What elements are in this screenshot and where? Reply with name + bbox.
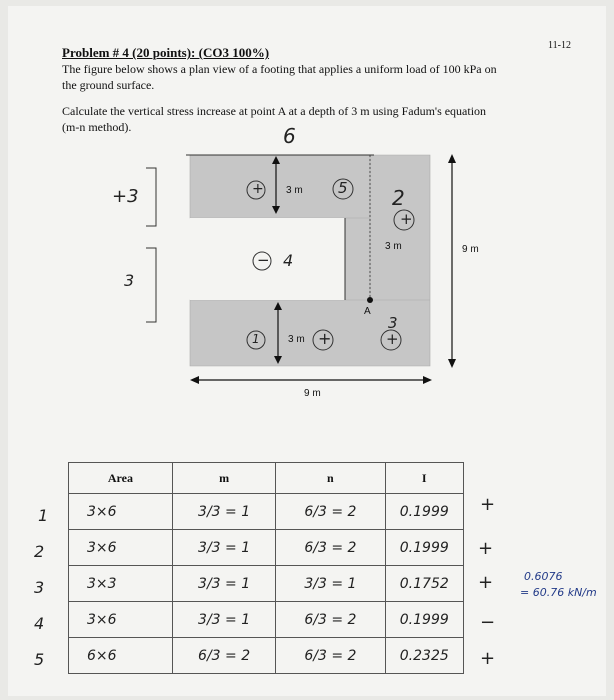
annotation-region-5: 5: [338, 179, 348, 197]
bottom-dimension-label: 3 m: [288, 334, 305, 345]
m-cell: 3/3 = 1: [172, 602, 275, 638]
row-index-4: 4: [34, 614, 45, 633]
area-cell: 3×6: [69, 602, 173, 638]
table-row: [69, 530, 464, 566]
annotation-plus-bottom-right: +: [386, 330, 399, 348]
header-n: n: [276, 463, 385, 494]
width-dimension-label: 9 m: [304, 388, 321, 399]
annotation-six: 6: [283, 124, 296, 148]
table-row: [69, 494, 464, 530]
header-m: m: [172, 463, 275, 494]
i-cell: 0.1999: [385, 530, 463, 566]
problem-line-3: Calculate the vertical stress increase at point A at a depth of 3 m using Fadum's equation: [62, 104, 487, 118]
annotation-region-3: 3: [388, 314, 398, 332]
i-cell: 0.2325: [385, 638, 463, 674]
m-cell: 3/3 = 1: [172, 494, 275, 530]
annotation-plus-three: +3: [112, 186, 139, 207]
row-sign-4: −: [480, 612, 496, 633]
row-sign-2: +: [478, 538, 494, 559]
area-cell: 3×6: [69, 530, 173, 566]
annotation-minus: −: [257, 251, 270, 269]
result-sum: 0.6076: [524, 570, 563, 583]
annotation-region-4: 4: [283, 251, 294, 270]
area-cell: 6×6: [69, 638, 173, 674]
problem-line-2: the ground surface.: [62, 78, 155, 92]
m-cell: 6/3 = 2: [172, 638, 275, 674]
right-dimension-label: 3 m: [385, 241, 402, 252]
n-cell: 6/3 = 2: [276, 530, 385, 566]
i-cell: 0.1999: [385, 602, 463, 638]
i-cell: 0.1752: [385, 566, 463, 602]
header-area: Area: [69, 463, 173, 494]
i-cell: 0.1999: [385, 494, 463, 530]
point-a-marker: [367, 297, 373, 303]
n-cell: 6/3 = 2: [276, 602, 385, 638]
row-index-2: 2: [34, 542, 45, 561]
annotation-plus-right: +: [400, 210, 413, 228]
row-index-5: 5: [34, 650, 45, 669]
annotation-plus-top: +: [252, 181, 264, 197]
point-a-label: A: [364, 306, 371, 317]
annotation-region-1: 1: [252, 332, 260, 346]
page-number: 11-12: [548, 40, 571, 51]
row-index-3: 3: [34, 578, 45, 597]
problem-title: Problem # 4 (20 points): (CO3 100%): [62, 45, 270, 60]
table-row: [69, 602, 464, 638]
row-sign-1: +: [480, 494, 496, 515]
table-row: [69, 638, 464, 674]
area-cell: 3×3: [69, 566, 173, 602]
row-sign-3: +: [478, 572, 494, 593]
annotation-three: 3: [124, 271, 135, 290]
row-sign-5: +: [480, 648, 496, 669]
area-cell: 3×6: [69, 494, 173, 530]
result-stress: = 60.76 kN/m: [520, 586, 597, 599]
annotation-plus-mid: +: [318, 329, 332, 348]
problem-line-1: The figure below shows a plan view of a footing that applies a uniform load of 100 kPa on: [62, 62, 497, 76]
header-i: I: [385, 463, 463, 494]
n-cell: 3/3 = 1: [276, 566, 385, 602]
n-cell: 6/3 = 2: [276, 638, 385, 674]
fadum-table: [68, 462, 464, 674]
row-index-1: 1: [38, 506, 49, 525]
top-dimension-label: 3 m: [286, 185, 303, 196]
problem-line-4: (m-n method).: [62, 120, 132, 134]
annotation-region-2: 2: [392, 186, 405, 210]
m-cell: 3/3 = 1: [172, 530, 275, 566]
m-cell: 3/3 = 1: [172, 566, 275, 602]
height-dimension-label: 9 m: [462, 244, 479, 255]
n-cell: 6/3 = 2: [276, 494, 385, 530]
table-row: [69, 566, 464, 602]
